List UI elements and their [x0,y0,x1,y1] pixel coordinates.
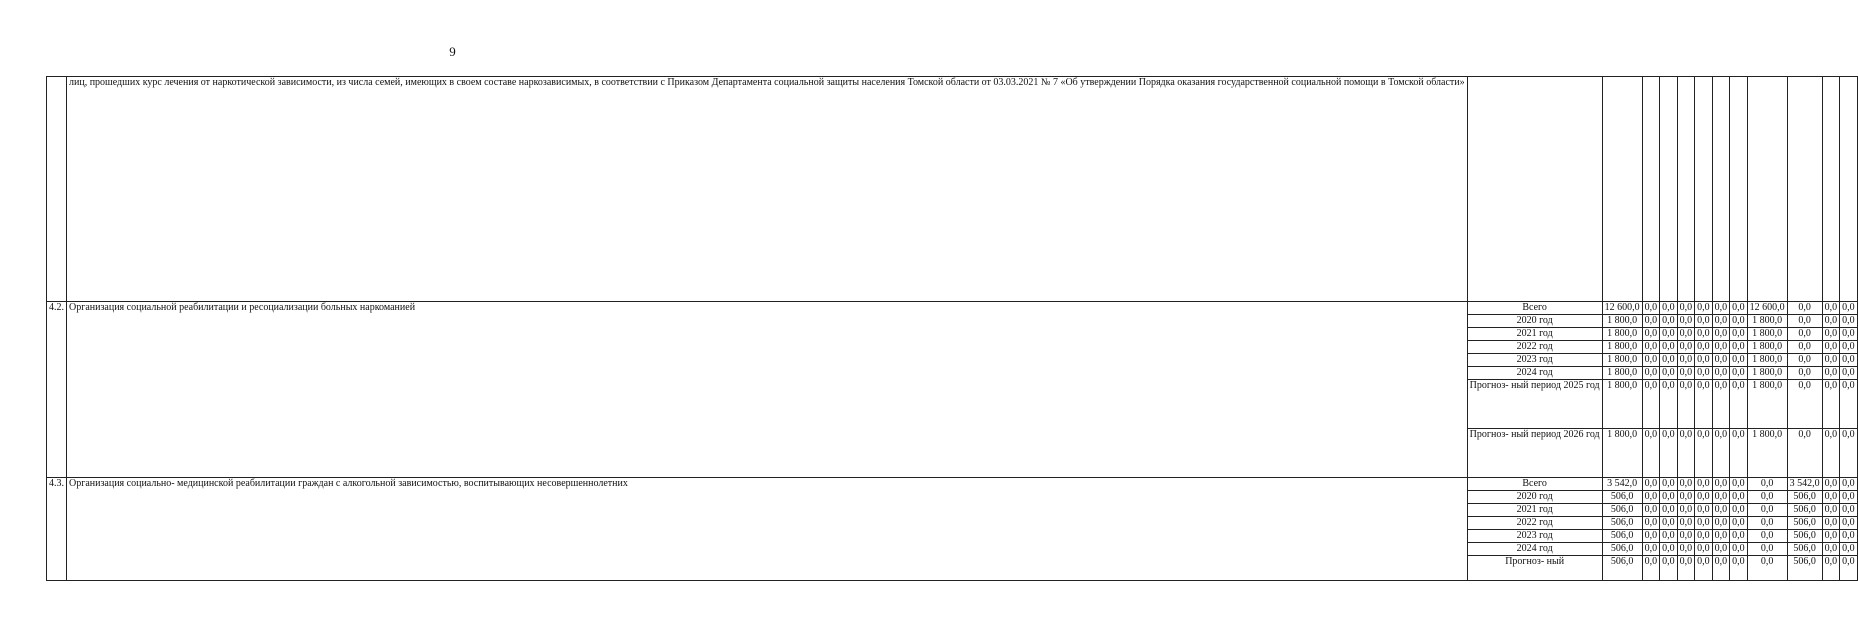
value-cell: 0,0 [1695,367,1713,380]
value-cell: 0,0 [1730,429,1748,478]
value-cell: 0,0 [1642,517,1660,530]
value-cell: 0,0 [1712,328,1730,341]
value-cell: 0,0 [1712,429,1730,478]
value-cell: 506,0 [1602,530,1642,543]
value-cell: 0,0 [1677,328,1695,341]
value-cell: 0,0 [1660,530,1678,543]
value-cell: 506,0 [1787,530,1822,543]
value-cell: 0,0 [1695,380,1713,429]
value-cell: 0,0 [1660,556,1678,581]
period-cell: Всего [1467,478,1602,491]
value-cell: 0,0 [1822,429,1840,478]
value-cell: 0,0 [1660,429,1678,478]
value-cell: 0,0 [1840,302,1858,315]
period-cell: Прогноз- ный период 2026 год [1467,429,1602,478]
row-description: Организация социальной реабилитации и ресоциализации больных наркоманией [67,302,1468,478]
value-cell: 0,0 [1695,341,1713,354]
empty-cell [1822,77,1840,302]
value-cell: 0,0 [1787,302,1822,315]
value-cell: 1 800,0 [1602,354,1642,367]
value-cell: 0,0 [1730,367,1748,380]
value-cell: 1 800,0 [1602,429,1642,478]
value-cell: 506,0 [1602,504,1642,517]
value-cell: 0,0 [1747,543,1787,556]
value-cell: 1 800,0 [1747,315,1787,328]
table-row [47,302,1858,315]
value-cell: 1 800,0 [1747,380,1787,429]
value-cell: 0,0 [1822,543,1840,556]
value-cell: 0,0 [1822,315,1840,328]
value-cell: 0,0 [1677,429,1695,478]
value-cell: 0,0 [1677,315,1695,328]
value-cell: 506,0 [1602,543,1642,556]
value-cell: 3 542,0 [1602,478,1642,491]
value-cell: 1 800,0 [1747,354,1787,367]
value-cell: 0,0 [1695,556,1713,581]
value-cell: 0,0 [1712,504,1730,517]
value-cell: 0,0 [1840,478,1858,491]
value-cell: 0,0 [1677,504,1695,517]
value-cell: 0,0 [1840,328,1858,341]
value-cell: 0,0 [1695,478,1713,491]
value-cell: 0,0 [1660,543,1678,556]
value-cell: 0,0 [1730,354,1748,367]
value-cell: 0,0 [1660,302,1678,315]
value-cell: 0,0 [1660,517,1678,530]
value-cell: 0,0 [1642,341,1660,354]
value-cell: 0,0 [1822,302,1840,315]
table-row [47,478,1858,491]
value-cell: 0,0 [1787,328,1822,341]
value-cell: 0,0 [1822,478,1840,491]
value-cell: 0,0 [1695,302,1713,315]
value-cell: 0,0 [1677,478,1695,491]
value-cell: 1 800,0 [1747,429,1787,478]
empty-cell [1730,77,1748,302]
value-cell: 0,0 [1840,517,1858,530]
value-cell: 0,0 [1660,504,1678,517]
value-cell: 0,0 [1730,328,1748,341]
value-cell: 0,0 [1660,380,1678,429]
period-cell: Всего [1467,302,1602,315]
value-cell: 1 800,0 [1602,380,1642,429]
period-cell: 2023 год [1467,354,1602,367]
value-cell: 0,0 [1730,517,1748,530]
value-cell: 0,0 [1642,491,1660,504]
value-cell: 0,0 [1642,556,1660,581]
value-cell: 0,0 [1712,367,1730,380]
value-cell: 0,0 [1642,478,1660,491]
period-cell: 2020 год [1467,315,1602,328]
value-cell: 0,0 [1840,380,1858,429]
value-cell: 0,0 [1695,429,1713,478]
empty-cell [1642,77,1660,302]
value-cell: 506,0 [1787,517,1822,530]
value-cell: 0,0 [1822,517,1840,530]
value-cell: 0,0 [1730,530,1748,543]
value-cell: 0,0 [1660,478,1678,491]
value-cell: 0,0 [1840,504,1858,517]
value-cell: 0,0 [1695,530,1713,543]
empty-cell [1660,77,1678,302]
value-cell: 0,0 [1840,354,1858,367]
value-cell: 0,0 [1840,530,1858,543]
value-cell: 0,0 [1712,354,1730,367]
value-cell: 0,0 [1712,302,1730,315]
value-cell: 506,0 [1787,543,1822,556]
value-cell: 3 542,0 [1787,478,1822,491]
value-cell: 0,0 [1695,517,1713,530]
value-cell: 1 800,0 [1602,328,1642,341]
value-cell: 0,0 [1677,491,1695,504]
period-cell: Прогноз- ный [1467,556,1602,581]
value-cell: 0,0 [1840,429,1858,478]
value-cell: 0,0 [1787,367,1822,380]
row-index: 4.2. [47,302,67,478]
value-cell: 1 800,0 [1747,367,1787,380]
value-cell: 0,0 [1822,328,1840,341]
value-cell: 0,0 [1730,315,1748,328]
table-row [47,77,1858,302]
value-cell: 0,0 [1840,367,1858,380]
value-cell: 0,0 [1840,341,1858,354]
period-cell: 2024 год [1467,543,1602,556]
value-cell: 0,0 [1642,543,1660,556]
value-cell: 0,0 [1642,328,1660,341]
value-cell: 0,0 [1730,504,1748,517]
value-cell: 0,0 [1660,354,1678,367]
value-cell: 0,0 [1677,543,1695,556]
value-cell: 506,0 [1602,491,1642,504]
value-cell: 0,0 [1642,380,1660,429]
value-cell: 0,0 [1677,380,1695,429]
value-cell: 0,0 [1822,367,1840,380]
value-cell: 0,0 [1747,478,1787,491]
value-cell: 0,0 [1747,556,1787,581]
value-cell: 0,0 [1642,530,1660,543]
value-cell: 0,0 [1747,530,1787,543]
value-cell: 0,0 [1730,341,1748,354]
value-cell: 506,0 [1602,556,1642,581]
value-cell: 0,0 [1660,367,1678,380]
value-cell: 0,0 [1787,341,1822,354]
value-cell: 506,0 [1787,491,1822,504]
empty-cell [1712,77,1730,302]
value-cell: 0,0 [1840,315,1858,328]
value-cell: 0,0 [1730,556,1748,581]
value-cell: 0,0 [1730,302,1748,315]
empty-cell [1840,77,1858,302]
value-cell: 0,0 [1642,354,1660,367]
period-cell: 2021 год [1467,504,1602,517]
empty-cell [1467,77,1602,302]
value-cell: 0,0 [1822,380,1840,429]
empty-cell [1787,77,1822,302]
value-cell: 0,0 [1642,367,1660,380]
value-cell: 0,0 [1677,556,1695,581]
value-cell: 0,0 [1787,429,1822,478]
period-cell: 2023 год [1467,530,1602,543]
value-cell: 1 800,0 [1747,341,1787,354]
value-cell: 0,0 [1730,478,1748,491]
value-cell: 0,0 [1660,341,1678,354]
value-cell: 506,0 [1787,504,1822,517]
value-cell: 0,0 [1822,556,1840,581]
value-cell: 0,0 [1712,491,1730,504]
value-cell: 0,0 [1660,315,1678,328]
value-cell: 0,0 [1822,341,1840,354]
value-cell: 0,0 [1822,504,1840,517]
value-cell: 0,0 [1840,491,1858,504]
value-cell: 0,0 [1840,543,1858,556]
row-index: 4.3. [47,478,67,581]
value-cell: 0,0 [1695,543,1713,556]
value-cell: 0,0 [1712,315,1730,328]
value-cell: 0,0 [1677,341,1695,354]
value-cell: 0,0 [1712,341,1730,354]
period-cell: 2022 год [1467,341,1602,354]
value-cell: 0,0 [1747,504,1787,517]
value-cell: 0,0 [1695,354,1713,367]
empty-cell [1677,77,1695,302]
value-cell: 0,0 [1747,517,1787,530]
value-cell: 0,0 [1712,517,1730,530]
page-number: 9 [449,44,456,59]
value-cell: 1 800,0 [1602,315,1642,328]
period-cell: 2024 год [1467,367,1602,380]
value-cell: 1 800,0 [1602,367,1642,380]
value-cell: 0,0 [1730,543,1748,556]
value-cell: 12 600,0 [1747,302,1787,315]
value-cell: 0,0 [1695,491,1713,504]
value-cell: 1 800,0 [1747,328,1787,341]
value-cell: 0,0 [1822,530,1840,543]
budget-table [46,76,1858,581]
value-cell: 0,0 [1695,328,1713,341]
value-cell: 0,0 [1822,491,1840,504]
value-cell: 0,0 [1712,530,1730,543]
value-cell: 0,0 [1677,354,1695,367]
value-cell: 506,0 [1787,556,1822,581]
value-cell: 0,0 [1677,517,1695,530]
period-cell: 2021 год [1467,328,1602,341]
row-description: Организация социально- медицинской реабилитации граждан с алкогольной зависимостью, воспитывающих несовершеннолетних [67,478,1468,581]
value-cell: 0,0 [1712,543,1730,556]
value-cell: 0,0 [1730,491,1748,504]
period-cell: Прогноз- ный период 2025 год [1467,380,1602,429]
row-description: лиц, прошедших курс лечения от наркотической зависимости, из числа семей, имеющих в своем составе наркозависимых, в соответствии с Приказом Департамента социальной защиты населения Томской области от 03.03.2021 № 7 «Об утверждении Порядка оказания государственной социальной помощи в Томской области» [67,77,1468,302]
value-cell: 506,0 [1602,517,1642,530]
value-cell: 0,0 [1660,328,1678,341]
value-cell: 0,0 [1642,315,1660,328]
value-cell: 0,0 [1787,380,1822,429]
value-cell: 0,0 [1677,530,1695,543]
value-cell: 0,0 [1822,354,1840,367]
empty-cell [1695,77,1713,302]
value-cell: 0,0 [1695,504,1713,517]
value-cell: 0,0 [1730,380,1748,429]
value-cell: 1 800,0 [1602,341,1642,354]
value-cell: 0,0 [1712,380,1730,429]
value-cell: 0,0 [1677,302,1695,315]
value-cell: 0,0 [1787,354,1822,367]
value-cell: 0,0 [1747,491,1787,504]
value-cell: 0,0 [1695,315,1713,328]
period-cell: 2020 год [1467,491,1602,504]
value-cell: 12 600,0 [1602,302,1642,315]
value-cell: 0,0 [1660,491,1678,504]
row-index [47,77,67,302]
value-cell: 0,0 [1642,429,1660,478]
value-cell: 0,0 [1642,504,1660,517]
value-cell: 0,0 [1712,478,1730,491]
value-cell: 0,0 [1677,367,1695,380]
empty-cell [1602,77,1642,302]
period-cell: 2022 год [1467,517,1602,530]
value-cell: 0,0 [1840,556,1858,581]
value-cell: 0,0 [1712,556,1730,581]
empty-cell [1747,77,1787,302]
value-cell: 0,0 [1642,302,1660,315]
value-cell: 0,0 [1787,315,1822,328]
